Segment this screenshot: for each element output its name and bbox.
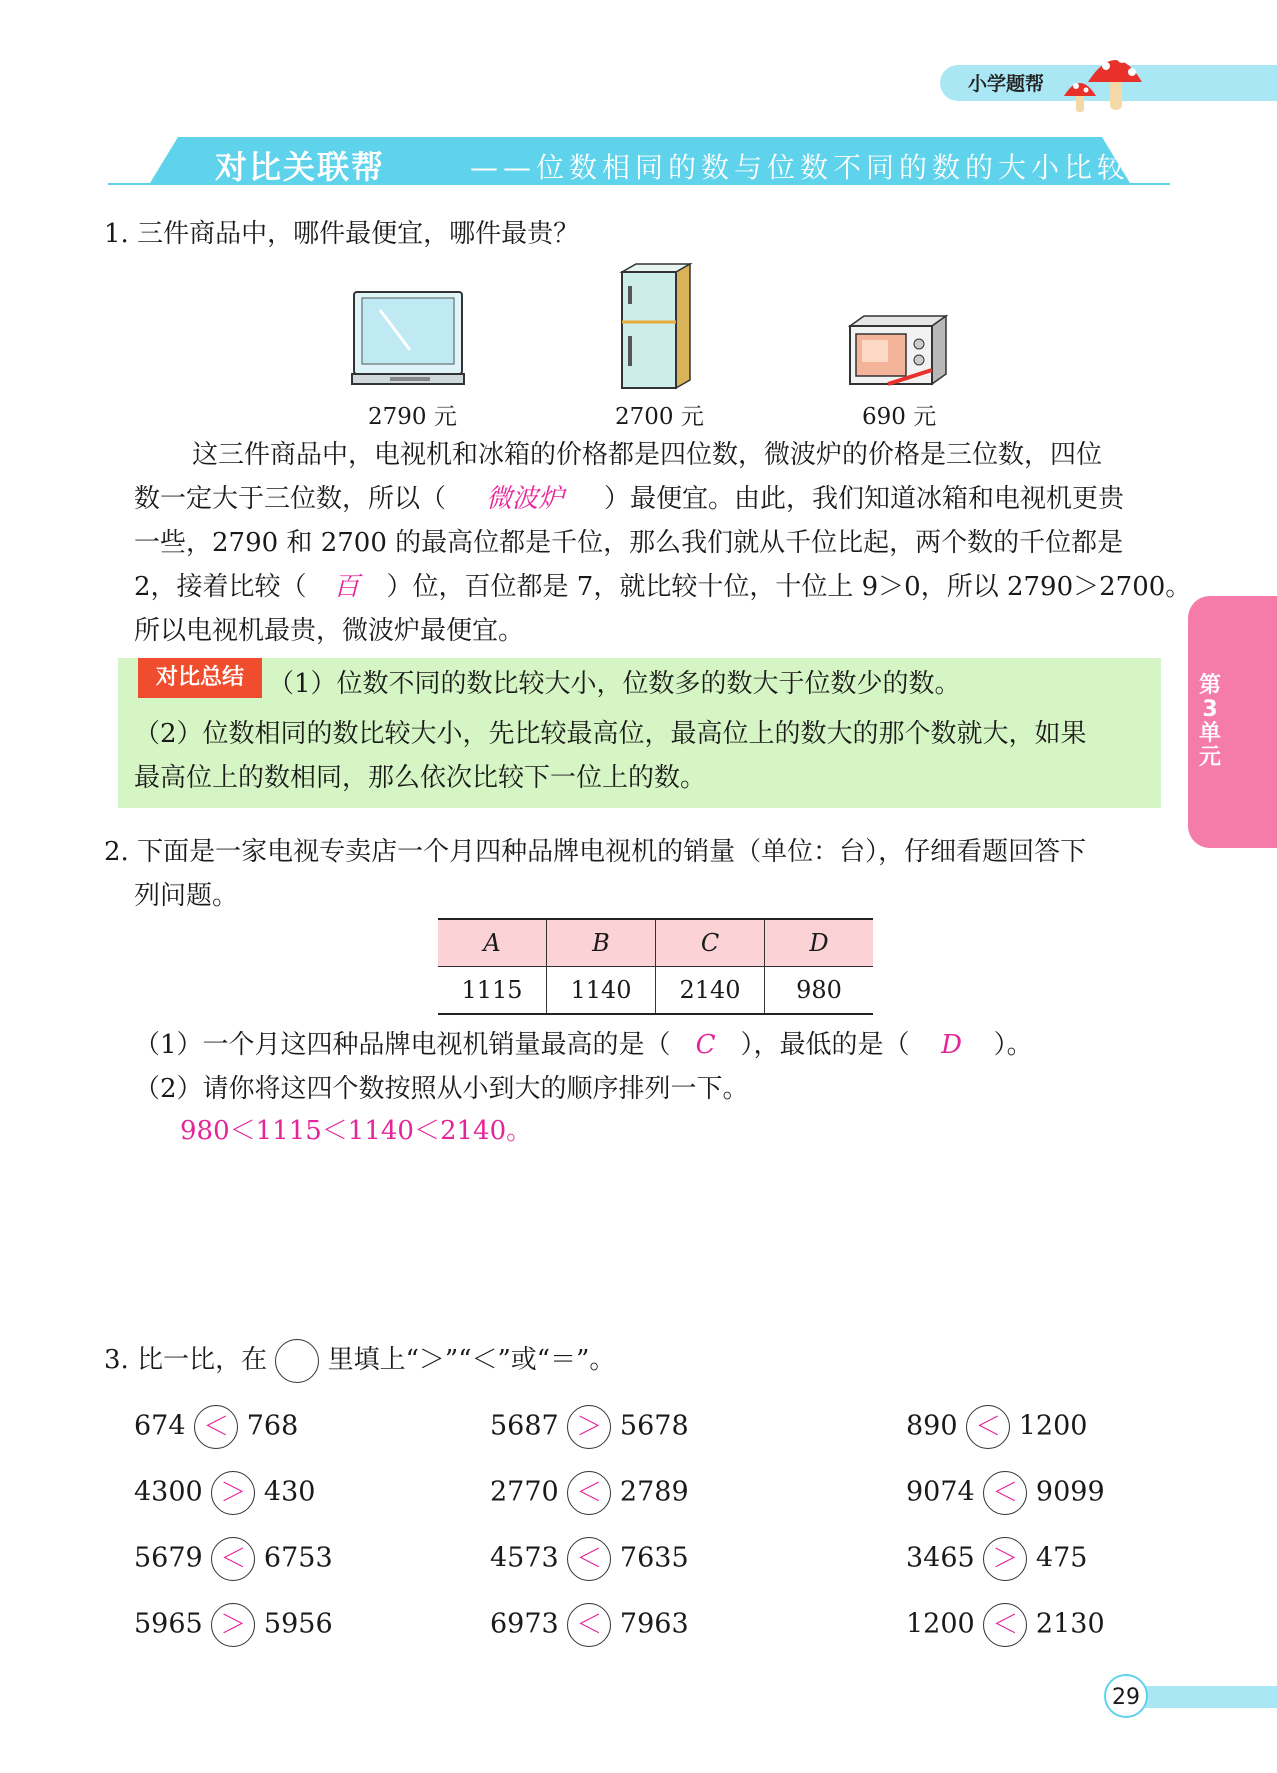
tv-price: 2790 元 (368, 404, 457, 430)
right-number: 2130 (1035, 1608, 1105, 1640)
q2-sub2: （2）请你将这四个数按照从小到大的顺序排列一下。 (134, 1074, 749, 1104)
right-number: 2789 (619, 1476, 689, 1508)
q2-answer-lowest: D (941, 1030, 962, 1060)
right-number: 5678 (619, 1410, 689, 1442)
comparison-item (906, 1468, 1105, 1516)
brand-label: 小学题帮 (968, 73, 1045, 95)
fridge-icon (618, 262, 694, 394)
blank-circle-icon (275, 1339, 319, 1383)
q1-text: 数一定大于三位数，所以（ (134, 484, 447, 514)
q2-question-line2: 列问题。 (134, 881, 239, 911)
summary-line1: （1）位数不同的数比较大小，位数多的数大于位数少的数。 (268, 669, 961, 699)
q1-text: ）位，百位都是 7，就比较十位，十位上 9＞0，所以 2790＞2700。 (386, 572, 1192, 602)
q2-answer-highest: C (695, 1030, 716, 1060)
comparison-item (906, 1600, 1105, 1648)
microwave-price: 690 元 (862, 404, 937, 430)
q1-text: ）最便宜。由此，我们知道冰箱和电视机更贵 (604, 484, 1125, 514)
left-number: 6973 (490, 1608, 559, 1640)
right-number: 7963 (619, 1608, 689, 1640)
answer-circle[interactable]: ＜ (983, 1471, 1027, 1515)
comparison-item (134, 1534, 333, 1582)
q3-text: 3. 比一比，在 (104, 1345, 268, 1375)
section-title: 对比关联帮 (215, 148, 386, 186)
comparison-item (490, 1534, 689, 1582)
fridge-price: 2700 元 (615, 404, 704, 430)
microwave-icon (846, 312, 952, 392)
table-header-cell: A (438, 919, 547, 967)
answer-circle[interactable]: ＞ (211, 1471, 255, 1515)
comparison-item (134, 1468, 315, 1516)
left-number: 5687 (490, 1410, 559, 1442)
comparison-item (490, 1468, 689, 1516)
q1-answer-cheapest: 微波炉 (486, 484, 565, 514)
answer-circle[interactable]: ＜ (966, 1405, 1010, 1449)
q1-paragraph-line4 (134, 565, 1191, 609)
comparison-item (134, 1402, 298, 1450)
answer-circle[interactable]: ＜ (567, 1603, 611, 1647)
answer-circle[interactable]: ＜ (567, 1471, 611, 1515)
left-number: 1200 (906, 1608, 975, 1640)
answer-circle[interactable]: ＞ (567, 1405, 611, 1449)
q1-question: 1. 三件商品中，哪件最便宜，哪件最贵？ (104, 219, 580, 249)
q1-answer-place: 百 (333, 572, 360, 602)
right-number: 7635 (619, 1542, 689, 1574)
q2-question-line1: 2. 下面是一家电视专卖店一个月四种品牌电视机的销量（单位：台），仔细看题回答下 (104, 837, 1087, 867)
answer-circle[interactable]: ＜ (194, 1405, 238, 1449)
right-number: 768 (246, 1410, 299, 1442)
q1-paragraph-line3: 一些，2790 和 2700 的最高位都是千位，那么我们就从千位比起，两个数的千位都是 (134, 528, 1124, 558)
right-number: 430 (263, 1476, 316, 1508)
summary-tag: 对比总结 (138, 658, 262, 698)
q3-question (104, 1338, 615, 1383)
q2-text: （1）一个月这四种品牌电视机销量最高的是（ (134, 1030, 671, 1060)
q1-paragraph-line2 (134, 477, 1124, 521)
left-number: 2770 (490, 1476, 559, 1508)
table-cell: 980 (765, 967, 874, 1015)
q1-text: 2，接着比较（ (134, 572, 307, 602)
table-header-cell: B (547, 919, 656, 967)
left-number: 5965 (134, 1608, 203, 1640)
sales-table (438, 918, 873, 1015)
comparison-item (490, 1600, 689, 1648)
left-number: 890 (906, 1410, 958, 1442)
answer-circle[interactable]: ＞ (983, 1537, 1027, 1581)
left-number: 9074 (906, 1476, 975, 1508)
q2-sub1 (134, 1023, 1033, 1067)
right-number: 6753 (263, 1542, 333, 1574)
right-number: 5956 (263, 1608, 333, 1640)
q2-text: ）。 (993, 1030, 1033, 1060)
table-row (438, 967, 873, 1015)
comparison-item (134, 1600, 333, 1648)
answer-circle[interactable]: ＜ (211, 1537, 255, 1581)
comparison-item (906, 1402, 1087, 1450)
page-number: 29 (1104, 1674, 1148, 1718)
table-cell: 1140 (547, 967, 656, 1015)
unit-tab-label: 第3单元 (1198, 673, 1221, 770)
q1-paragraph-line1: 这三件商品中，电视机和冰箱的价格都是四位数，微波炉的价格是三位数，四位 (192, 440, 1103, 470)
left-number: 4300 (134, 1476, 203, 1508)
left-number: 3465 (906, 1542, 975, 1574)
right-number: 9099 (1035, 1476, 1105, 1508)
table-header-cell: D (765, 919, 874, 967)
table-header-cell: C (656, 919, 765, 967)
tv-icon (350, 290, 468, 390)
summary-line2: （2）位数相同的数比较大小，先比较最高位，最高位上的数大的那个数就大，如果 (134, 719, 1087, 749)
q3-text: 里填上“＞”“＜”或“＝”。 (327, 1345, 616, 1375)
comparison-item (490, 1402, 689, 1450)
q1-paragraph-line5: 所以电视机最贵，微波炉最便宜。 (134, 616, 525, 646)
right-number: 475 (1035, 1542, 1088, 1574)
comparison-item (906, 1534, 1087, 1582)
table-cell: 2140 (656, 967, 765, 1015)
table-header-row (438, 919, 873, 967)
left-number: 5679 (134, 1542, 203, 1574)
answer-circle[interactable]: ＜ (983, 1603, 1027, 1647)
q2-text: ），最低的是（ (740, 1030, 910, 1060)
section-subtitle: ——位数相同的数与位数不同的数的大小比较 (470, 151, 1131, 184)
q2-sub2-answer: 980＜1115＜1140＜2140。 (180, 1116, 533, 1146)
answer-circle[interactable]: ＞ (211, 1603, 255, 1647)
table-cell: 1115 (438, 967, 547, 1015)
answer-circle[interactable]: ＜ (567, 1537, 611, 1581)
left-number: 4573 (490, 1542, 559, 1574)
summary-line3: 最高位上的数相同，那么依次比较下一位上的数。 (134, 763, 707, 793)
right-number: 1200 (1018, 1410, 1088, 1442)
mushroom-icon (1062, 42, 1144, 116)
left-number: 674 (134, 1410, 186, 1442)
